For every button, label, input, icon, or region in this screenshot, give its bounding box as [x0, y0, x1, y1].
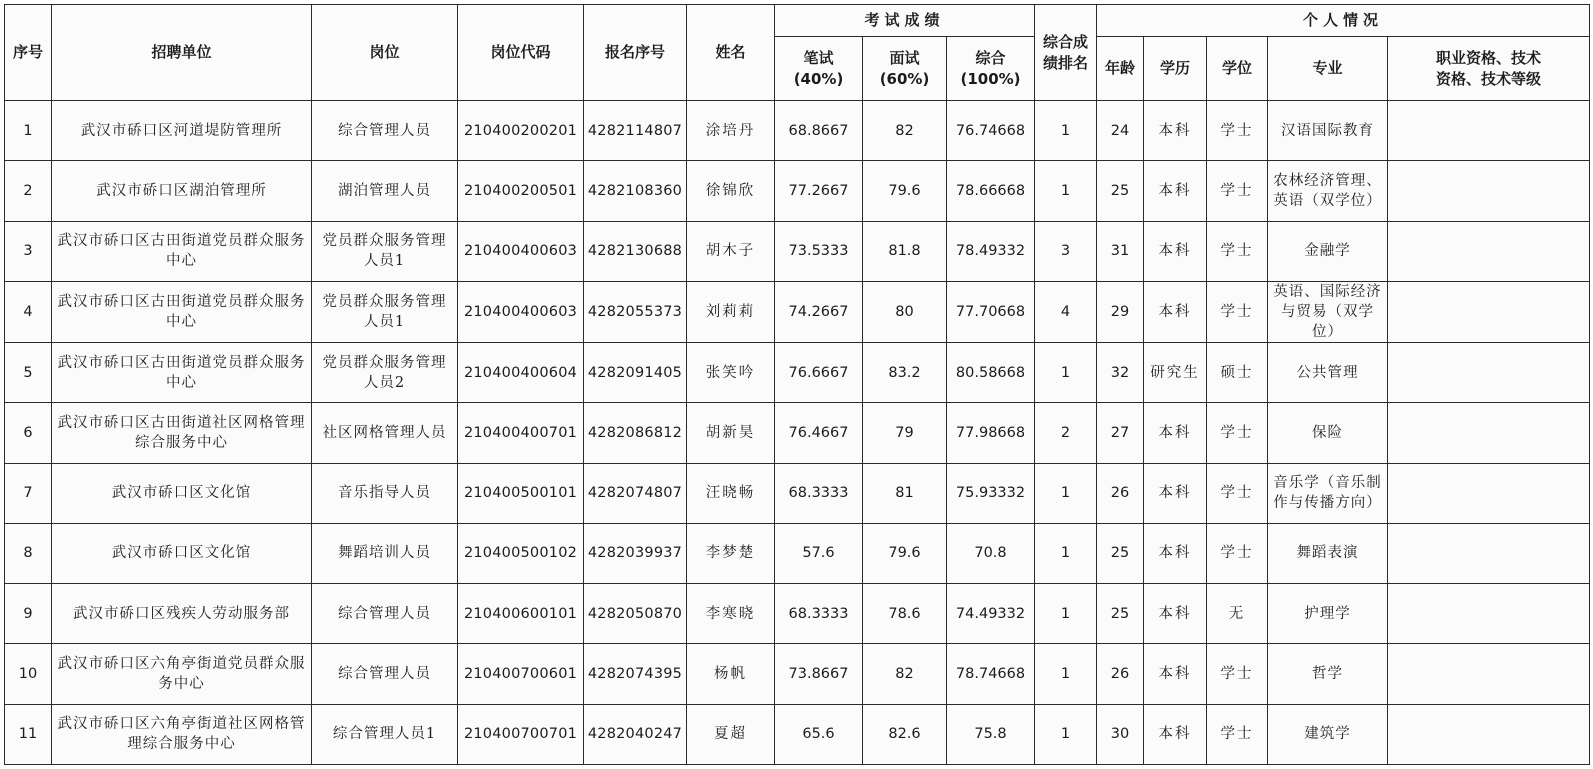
- header-cert: [1388, 37, 1590, 101]
- cell-major: 护理学: [1268, 584, 1388, 644]
- cell-written: 76.4667: [775, 403, 863, 463]
- cell-degree: 学士: [1207, 101, 1268, 161]
- cell-interview: 79: [863, 403, 947, 463]
- cell-post: 音乐指导人员: [312, 463, 458, 523]
- cell-interview: 79.6: [863, 523, 947, 583]
- cell-written: 73.8667: [775, 644, 863, 704]
- cell-major: 汉语国际教育: [1268, 101, 1388, 161]
- cell-age: 24: [1097, 101, 1144, 161]
- cell-education: 研究生: [1144, 343, 1207, 403]
- cell-reg-no: 4282074807: [584, 463, 687, 523]
- cell-age: 25: [1097, 584, 1144, 644]
- cell-interview: 81: [863, 463, 947, 523]
- cell-name: 张笑吟: [687, 343, 775, 403]
- cell-written: 68.8667: [775, 101, 863, 161]
- cell-cert: [1388, 644, 1590, 704]
- results-sheet: [4, 4, 1589, 765]
- cell-education: 本科: [1144, 403, 1207, 463]
- header-age: 年龄: [1097, 37, 1144, 101]
- cell-degree: 学士: [1207, 281, 1268, 342]
- cell-interview: 81.8: [863, 221, 947, 281]
- cell-total: 75.93332: [947, 463, 1035, 523]
- cell-written: 73.5333: [775, 221, 863, 281]
- cell-name: 汪晓畅: [687, 463, 775, 523]
- cell-seq: 11: [5, 704, 52, 764]
- header-interview-label: 面试: [889, 48, 920, 67]
- cell-education: 本科: [1144, 101, 1207, 161]
- cell-reg-no: 4282074395: [584, 644, 687, 704]
- header-degree: 学位: [1207, 37, 1268, 101]
- table-row: [5, 343, 1590, 403]
- cell-post-code: 210400700701: [458, 704, 584, 764]
- cell-seq: 7: [5, 463, 52, 523]
- cell-name: 李寒晓: [687, 584, 775, 644]
- cell-rank: 1: [1035, 463, 1097, 523]
- cell-major: 建筑学: [1268, 704, 1388, 764]
- cell-cert: [1388, 281, 1590, 342]
- cell-post: 湖泊管理人员: [312, 161, 458, 221]
- cell-reg-no: 4282130688: [584, 221, 687, 281]
- table-row: [5, 403, 1590, 463]
- cell-rank: 1: [1035, 704, 1097, 764]
- table-row: [5, 161, 1590, 221]
- cell-rank: 1: [1035, 584, 1097, 644]
- cell-cert: [1388, 101, 1590, 161]
- cell-name: 刘莉莉: [687, 281, 775, 342]
- cell-education: 本科: [1144, 644, 1207, 704]
- cell-seq: 3: [5, 221, 52, 281]
- cell-rank: 2: [1035, 403, 1097, 463]
- cell-total: 76.74668: [947, 101, 1035, 161]
- cell-written: 65.6: [775, 704, 863, 764]
- cell-cert: [1388, 704, 1590, 764]
- cell-name: 徐锦欣: [687, 161, 775, 221]
- cell-post: 综合管理人员1: [312, 704, 458, 764]
- cell-reg-no: 4282039937: [584, 523, 687, 583]
- header-cert-line2: 资格、技术等级: [1436, 69, 1542, 88]
- cell-age: 27: [1097, 403, 1144, 463]
- header-total: [947, 37, 1035, 101]
- cell-post: 党员群众服务管理人员1: [312, 221, 458, 281]
- cell-written: 68.3333: [775, 584, 863, 644]
- cell-cert: [1388, 343, 1590, 403]
- cell-major: 英语、国际经济与贸易（双学位）: [1268, 281, 1388, 342]
- cell-education: 本科: [1144, 161, 1207, 221]
- cell-major: 金融学: [1268, 221, 1388, 281]
- header-total-label: 综合: [975, 48, 1006, 67]
- cell-seq: 10: [5, 644, 52, 704]
- cell-name: 杨帆: [687, 644, 775, 704]
- header-major: 专业: [1268, 37, 1388, 101]
- cell-post-code: 210400700601: [458, 644, 584, 704]
- table-row: [5, 463, 1590, 523]
- cell-written: 74.2667: [775, 281, 863, 342]
- cell-seq: 6: [5, 403, 52, 463]
- cell-age: 25: [1097, 523, 1144, 583]
- cell-unit: 武汉市硚口区文化馆: [52, 463, 312, 523]
- cell-age: 26: [1097, 463, 1144, 523]
- cell-education: 本科: [1144, 281, 1207, 342]
- cell-education: 本科: [1144, 463, 1207, 523]
- header-interview: [863, 37, 947, 101]
- table-row: [5, 584, 1590, 644]
- cell-written: 77.2667: [775, 161, 863, 221]
- cell-post-code: 210400400604: [458, 343, 584, 403]
- cell-education: 本科: [1144, 523, 1207, 583]
- header-post: 岗位: [312, 5, 458, 101]
- header-name: 姓名: [687, 5, 775, 101]
- header-interview-pct: (60%): [879, 69, 930, 88]
- cell-post-code: 210400600101: [458, 584, 584, 644]
- cell-name: 胡新昊: [687, 403, 775, 463]
- cell-reg-no: 4282050870: [584, 584, 687, 644]
- cell-cert: [1388, 523, 1590, 583]
- cell-cert: [1388, 161, 1590, 221]
- cell-education: 本科: [1144, 704, 1207, 764]
- cell-unit: 武汉市硚口区古田街道党员群众服务中心: [52, 281, 312, 342]
- cell-degree: 学士: [1207, 403, 1268, 463]
- cell-total: 78.49332: [947, 221, 1035, 281]
- cell-reg-no: 4282114807: [584, 101, 687, 161]
- cell-post-code: 210400500102: [458, 523, 584, 583]
- cell-rank: 1: [1035, 101, 1097, 161]
- cell-age: 29: [1097, 281, 1144, 342]
- cell-reg-no: 4282091405: [584, 343, 687, 403]
- cell-unit: 武汉市硚口区六角亭街道社区网格管理综合服务中心: [52, 704, 312, 764]
- cell-age: 31: [1097, 221, 1144, 281]
- cell-reg-no: 4282040247: [584, 704, 687, 764]
- cell-interview: 82: [863, 644, 947, 704]
- cell-rank: 1: [1035, 523, 1097, 583]
- cell-interview: 80: [863, 281, 947, 342]
- header-written: [775, 37, 863, 101]
- cell-post: 综合管理人员: [312, 644, 458, 704]
- cell-degree: 无: [1207, 584, 1268, 644]
- cell-name: 李梦楚: [687, 523, 775, 583]
- table-row: [5, 644, 1590, 704]
- cell-post-code: 210400400603: [458, 221, 584, 281]
- header-rank-line2: 绩排名: [1043, 53, 1089, 72]
- cell-post-code: 210400400701: [458, 403, 584, 463]
- cell-cert: [1388, 221, 1590, 281]
- cell-name: 夏超: [687, 704, 775, 764]
- cell-interview: 79.6: [863, 161, 947, 221]
- cell-rank: 4: [1035, 281, 1097, 342]
- cell-reg-no: 4282086812: [584, 403, 687, 463]
- cell-age: 26: [1097, 644, 1144, 704]
- cell-seq: 8: [5, 523, 52, 583]
- cell-unit: 武汉市硚口区残疾人劳动服务部: [52, 584, 312, 644]
- cell-post: 综合管理人员: [312, 584, 458, 644]
- cell-degree: 学士: [1207, 463, 1268, 523]
- cell-degree: 学士: [1207, 221, 1268, 281]
- header-rank: [1035, 5, 1097, 101]
- cell-unit: 武汉市硚口区河道堤防管理所: [52, 101, 312, 161]
- table-row: [5, 281, 1590, 342]
- cell-degree: 硕士: [1207, 343, 1268, 403]
- cell-unit: 武汉市硚口区古田街道党员群众服务中心: [52, 343, 312, 403]
- cell-unit: 武汉市硚口区文化馆: [52, 523, 312, 583]
- header-written-label: 笔试: [803, 48, 834, 67]
- header-cert-line1: 职业资格、技术: [1436, 48, 1542, 67]
- cell-post-code: 210400400603: [458, 281, 584, 342]
- cell-seq: 2: [5, 161, 52, 221]
- cell-degree: 学士: [1207, 523, 1268, 583]
- cell-seq: 9: [5, 584, 52, 644]
- header-personal-group: 个人情况: [1097, 5, 1590, 37]
- cell-seq: 1: [5, 101, 52, 161]
- header-reg-no: 报名序号: [584, 5, 687, 101]
- cell-total: 74.49332: [947, 584, 1035, 644]
- cell-degree: 学士: [1207, 644, 1268, 704]
- header-exam-group: 考试成绩: [775, 5, 1035, 37]
- header-total-pct: (100%): [960, 69, 1021, 88]
- cell-post-code: 210400200501: [458, 161, 584, 221]
- cell-post: 社区网格管理人员: [312, 403, 458, 463]
- table-row: [5, 101, 1590, 161]
- cell-name: 胡木子: [687, 221, 775, 281]
- cell-name: 涂培丹: [687, 101, 775, 161]
- cell-major: 公共管理: [1268, 343, 1388, 403]
- cell-written: 76.6667: [775, 343, 863, 403]
- cell-total: 77.70668: [947, 281, 1035, 342]
- table-header: [5, 5, 1590, 101]
- cell-age: 25: [1097, 161, 1144, 221]
- cell-major: 哲学: [1268, 644, 1388, 704]
- cell-interview: 83.2: [863, 343, 947, 403]
- cell-total: 78.74668: [947, 644, 1035, 704]
- cell-cert: [1388, 403, 1590, 463]
- cell-written: 68.3333: [775, 463, 863, 523]
- cell-total: 78.66668: [947, 161, 1035, 221]
- cell-major: 音乐学（音乐制作与传播方向）: [1268, 463, 1388, 523]
- cell-age: 32: [1097, 343, 1144, 403]
- cell-reg-no: 4282108360: [584, 161, 687, 221]
- cell-seq: 4: [5, 281, 52, 342]
- cell-interview: 78.6: [863, 584, 947, 644]
- header-unit: 招聘单位: [52, 5, 312, 101]
- cell-post: 综合管理人员: [312, 101, 458, 161]
- header-written-pct: (40%): [793, 69, 844, 88]
- cell-written: 57.6: [775, 523, 863, 583]
- cell-interview: 82.6: [863, 704, 947, 764]
- cell-rank: 1: [1035, 343, 1097, 403]
- cell-education: 本科: [1144, 221, 1207, 281]
- cell-post: 舞蹈培训人员: [312, 523, 458, 583]
- cell-major: 农林经济管理、英语（双学位）: [1268, 161, 1388, 221]
- cell-degree: 学士: [1207, 161, 1268, 221]
- cell-total: 80.58668: [947, 343, 1035, 403]
- header-rank-line1: 综合成: [1043, 32, 1089, 51]
- header-post-code: 岗位代码: [458, 5, 584, 101]
- cell-major: 舞蹈表演: [1268, 523, 1388, 583]
- cell-total: 75.8: [947, 704, 1035, 764]
- header-education: 学历: [1144, 37, 1207, 101]
- cell-seq: 5: [5, 343, 52, 403]
- cell-interview: 82: [863, 101, 947, 161]
- cell-post-code: 210400500101: [458, 463, 584, 523]
- header-seq: 序号: [5, 5, 52, 101]
- table-row: [5, 704, 1590, 764]
- cell-unit: 武汉市硚口区六角亭街道党员群众服务中心: [52, 644, 312, 704]
- cell-degree: 学士: [1207, 704, 1268, 764]
- table-body: [5, 101, 1590, 765]
- cell-education: 本科: [1144, 584, 1207, 644]
- cell-rank: 3: [1035, 221, 1097, 281]
- cell-post: 党员群众服务管理人员2: [312, 343, 458, 403]
- cell-rank: 1: [1035, 161, 1097, 221]
- cell-unit: 武汉市硚口区古田街道党员群众服务中心: [52, 221, 312, 281]
- table-row: [5, 221, 1590, 281]
- cell-total: 70.8: [947, 523, 1035, 583]
- results-table: [4, 4, 1590, 765]
- cell-cert: [1388, 584, 1590, 644]
- cell-post: 党员群众服务管理人员1: [312, 281, 458, 342]
- cell-rank: 1: [1035, 644, 1097, 704]
- cell-cert: [1388, 463, 1590, 523]
- cell-post-code: 210400200201: [458, 101, 584, 161]
- cell-major: 保险: [1268, 403, 1388, 463]
- cell-total: 77.98668: [947, 403, 1035, 463]
- cell-unit: 武汉市硚口区湖泊管理所: [52, 161, 312, 221]
- table-row: [5, 523, 1590, 583]
- cell-reg-no: 4282055373: [584, 281, 687, 342]
- cell-age: 30: [1097, 704, 1144, 764]
- cell-unit: 武汉市硚口区古田街道社区网格管理综合服务中心: [52, 403, 312, 463]
